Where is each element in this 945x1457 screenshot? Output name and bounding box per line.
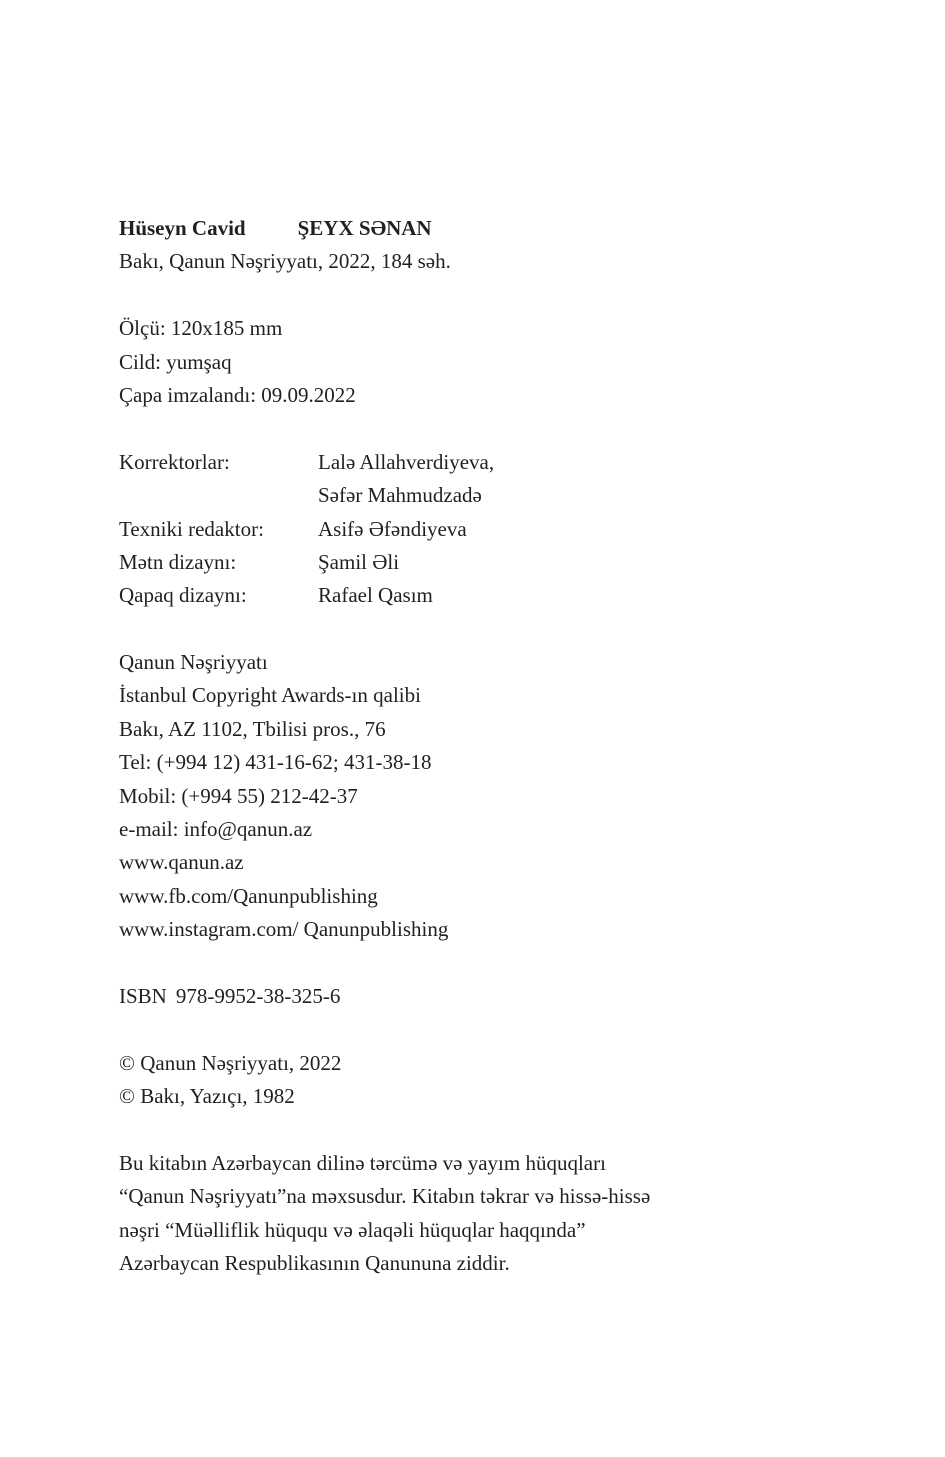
credit-value: Səfər Mahmudzadə [318, 483, 482, 508]
credit-label: Texniki redaktor: [119, 516, 264, 541]
rights-notice-line: Azərbaycan Respublikasının Qanununa ziddir. [119, 1251, 510, 1276]
spacer [119, 613, 819, 646]
copyright-line: © Bakı, Yazıçı, 1982 [119, 1084, 295, 1109]
spec-size: Ölçü: 120x185 mm [119, 316, 283, 341]
credit-value: Lalə Allahverdiyeva, [318, 449, 495, 474]
credit-value: Rafael Qasım [318, 583, 433, 608]
credit-row [119, 546, 819, 579]
credit-label: Korrektorlar: [119, 449, 230, 474]
credit-row [119, 579, 819, 612]
credit-row [119, 446, 819, 479]
spacer [119, 1114, 819, 1147]
header-title-row [119, 212, 819, 245]
credit-value: Şamil Əli [318, 549, 400, 574]
rights-notice-line: Bu kitabın Azərbaycan dilinə tərcümə və yayım hüquqları [119, 1150, 606, 1175]
publisher-facebook: www.fb.com/Qanunpublishing [119, 883, 378, 908]
credit-label: Mətn dizaynı: [119, 549, 237, 574]
spec-binding: Cild: yumşaq [119, 349, 232, 374]
publisher-website: www.qanun.az [119, 850, 244, 875]
isbn-line [119, 980, 819, 1013]
publisher-name: Qanun Nəşriyyatı [119, 650, 268, 675]
credit-row [119, 479, 819, 512]
publisher-mobile: Mobil: (+994 55) 212-42-37 [119, 783, 358, 808]
isbn-value: 978-9952-38-325-6 [175, 983, 341, 1008]
publisher-instagram: www.instagram.com/ Qanunpublishing [119, 917, 449, 942]
publisher-phone: Tel: (+994 12) 431-16-62; 431-38-18 [119, 750, 432, 775]
credit-label: Qapaq dizaynı: [119, 583, 247, 608]
credit-value: Asifə Əfəndiyeva [318, 516, 467, 541]
publisher-address: Bakı, AZ 1102, Tbilisi pros., 76 [119, 716, 386, 741]
publisher-email: e-mail: info@qanun.az [119, 817, 313, 842]
publisher-award: İstanbul Copyright Awards-ın qalibi [119, 683, 421, 708]
spacer [119, 412, 819, 445]
book-title: ŞEYX SƏNAN [297, 216, 432, 240]
rights-notice-line: “Qanun Nəşriyyatı”na məxsusdur. Kitabın təkrar və hissə-hissə [119, 1184, 651, 1209]
copyright-line: © Qanun Nəşriyyatı, 2022 [119, 1050, 342, 1075]
imprint-line: Bakı, Qanun Nəşriyyatı, 2022, 184 səh. [119, 249, 451, 274]
author-name: Hüseyn Cavid [119, 216, 246, 240]
spacer [119, 947, 819, 980]
spec-print-date: Çapa imzalandı: 09.09.2022 [119, 382, 356, 407]
imprint-page [119, 212, 819, 1281]
isbn-label: ISBN [119, 983, 167, 1008]
credit-row [119, 513, 819, 546]
credit-label [119, 479, 318, 512]
spacer [119, 279, 819, 312]
spacer [119, 1013, 819, 1046]
rights-notice-line: nəşri “Müəlliflik hüququ və əlaqəli hüquqlar haqqında” [119, 1217, 586, 1242]
